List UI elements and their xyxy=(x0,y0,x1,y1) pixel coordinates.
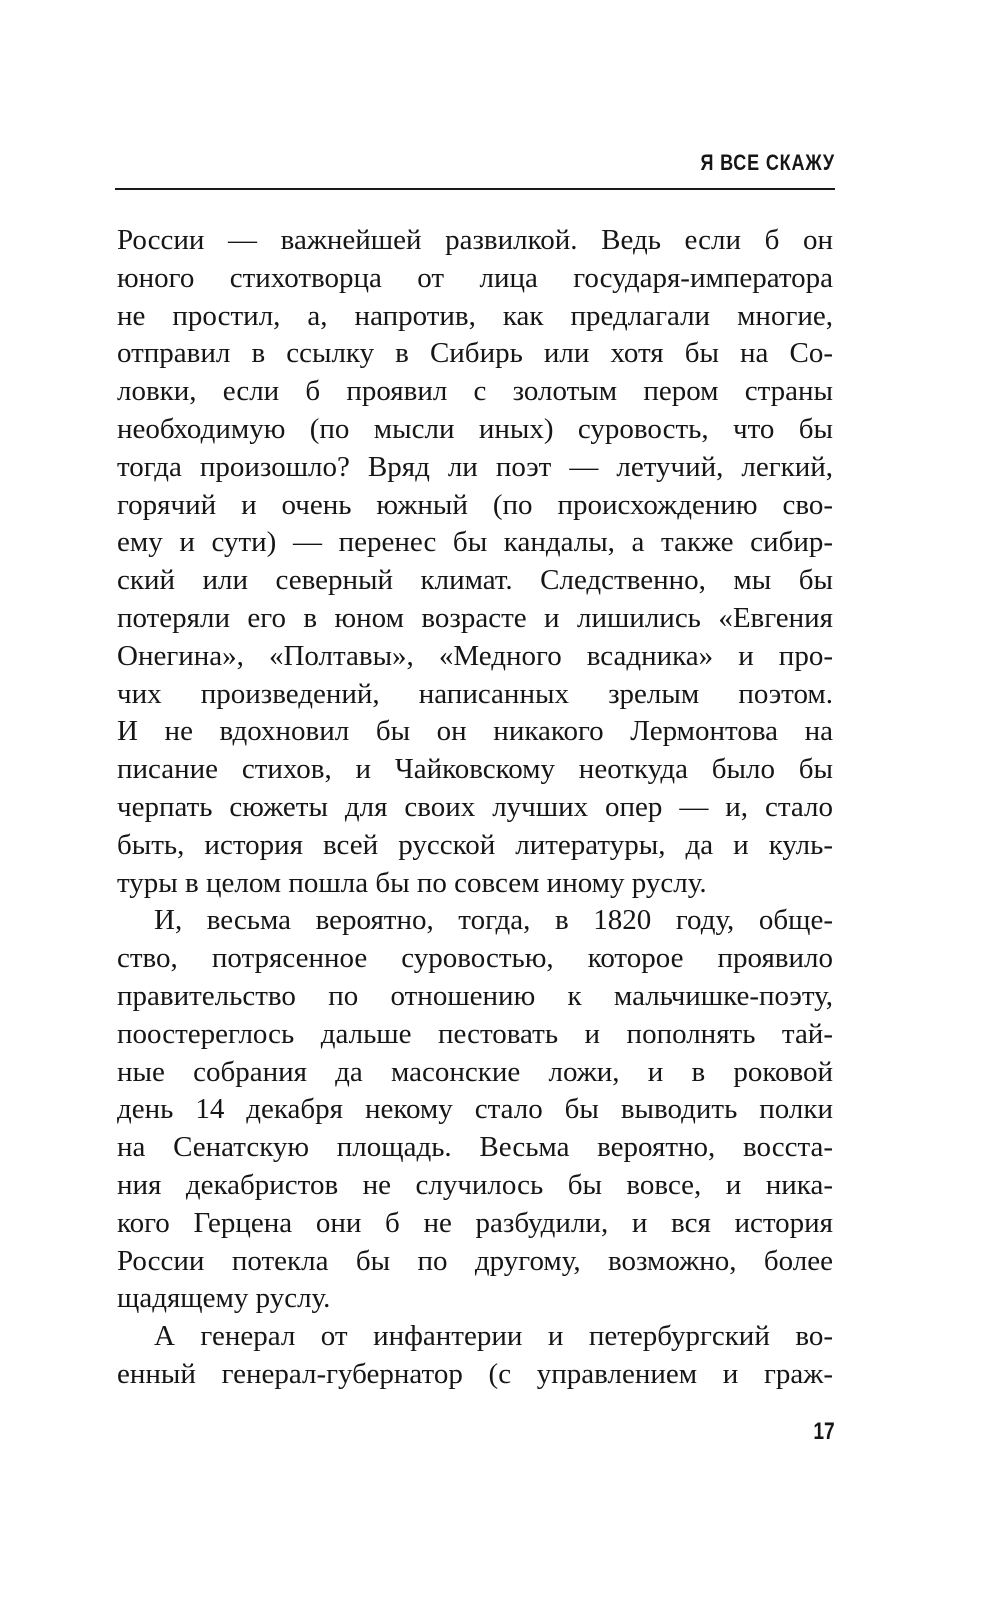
text-line: поостереглось дальше пестовать и пополнять тай- xyxy=(117,1017,833,1050)
text-line: чих произведений, написанных зрелым поэтом. xyxy=(117,677,833,710)
running-title: Я ВСЕ СКАЖУ xyxy=(700,150,835,175)
text-line: ловки, если б проявил с золотым пером страны xyxy=(117,375,833,408)
text-line: А генерал от инфантерии и петербургский во- xyxy=(154,1320,833,1353)
text-line: горячий и очень южный (по происхождению сво- xyxy=(117,488,833,521)
text-line: юного стихотворца от лица государя-императора xyxy=(117,261,833,294)
running-header xyxy=(115,150,835,190)
text-line: отправил в ссылку в Сибирь или хотя бы на Со- xyxy=(117,337,833,370)
paragraph xyxy=(117,902,833,1318)
text-line: ные собрания да масонские ложи, и в роковой xyxy=(117,1055,833,1088)
paragraph xyxy=(117,222,833,902)
body-text xyxy=(117,222,833,1394)
text-line: ский или северный климат. Следственно, мы бы xyxy=(117,564,833,597)
text-line: Онегина», «Полтавы», «Медного всадника» и про- xyxy=(117,639,833,672)
text-line: России потекла бы по другому, возможно, более xyxy=(117,1244,833,1277)
text-line: России — важнейшей развилкой. Ведь если б он xyxy=(117,224,833,256)
page-number: 17 xyxy=(813,1418,835,1445)
text-line: щадящему руслу. xyxy=(117,1282,331,1315)
text-line: быть, история всей русской литературы, да и куль- xyxy=(117,828,833,861)
text-line: черпать сюжеты для своих лучших опер — и, стало xyxy=(117,790,833,823)
text-line: енный генерал-губернатор (с управлением и граж- xyxy=(117,1357,833,1390)
text-line: потеряли его в юном возрасте и лишились «Евгения xyxy=(117,601,833,634)
text-line: не простил, а, напротив, как предлагали многие, xyxy=(117,299,833,332)
text-line: ство, потрясенное суровостью, которое проявило xyxy=(117,942,833,975)
text-line: тогда произошло? Вряд ли поэт — летучий, легкий, xyxy=(117,450,833,483)
text-line: день 14 декабря некому стало бы выводить полки xyxy=(117,1093,833,1126)
text-line: ему и сути) — перенес бы кандалы, а также сибир- xyxy=(117,526,833,559)
text-line: писание стихов, и Чайковскому неоткуда было бы xyxy=(117,753,833,786)
text-line: ния декабристов не случилось бы вовсе, и ника- xyxy=(117,1168,833,1201)
text-line: на Сенатскую площадь. Весьма вероятно, восста- xyxy=(117,1131,833,1164)
text-line: И, весьма вероятно, тогда, в 1820 году, обще- xyxy=(154,904,833,937)
text-line: правительство по отношению к мальчишке-поэту, xyxy=(117,979,833,1012)
text-line: необходимую (по мысли иных) суровость, что бы xyxy=(117,412,833,445)
text-line: туры в целом пошла бы по совсем иному руслу. xyxy=(117,866,707,899)
text-line: кого Герцена они б не разбудили, и вся история xyxy=(117,1206,833,1239)
paragraph xyxy=(117,1318,833,1394)
text-line: И не вдохновил бы он никакого Лермонтова на xyxy=(117,715,833,748)
